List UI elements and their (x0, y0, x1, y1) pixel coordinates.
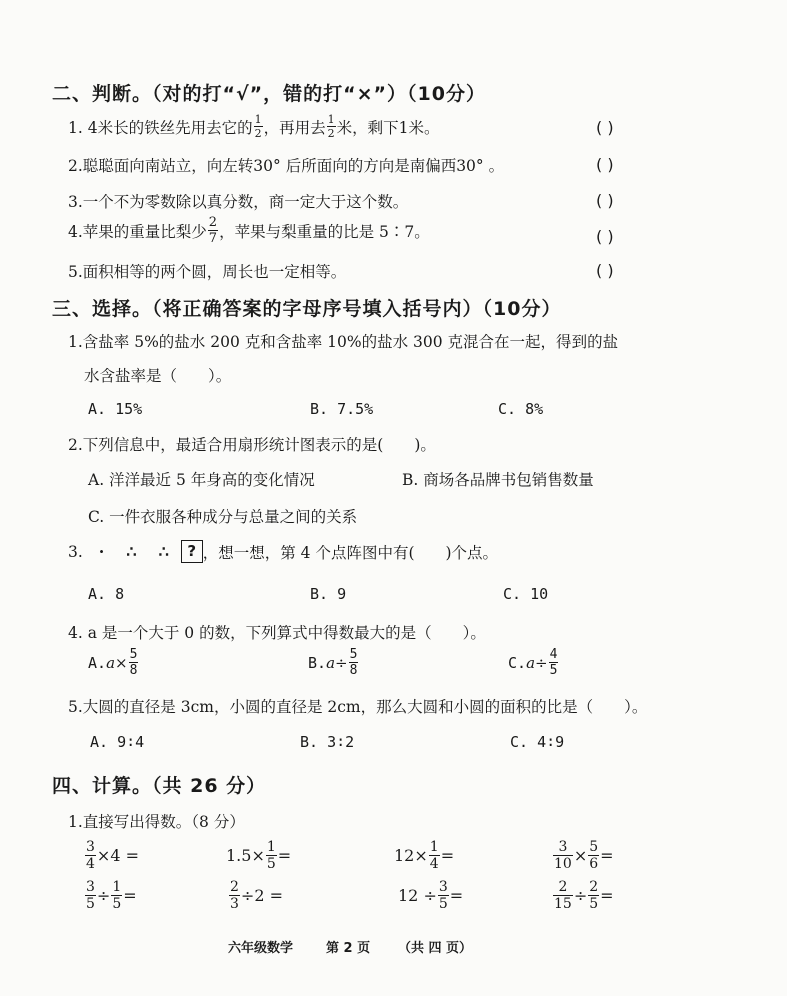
q4-text-a: 4.苹果的重量比梨少 (68, 222, 207, 241)
q1-text-a: 1. 4米长的铁丝先用去它的 (68, 118, 253, 137)
section-4-title: 四、计算。（共 26 分） (52, 775, 267, 797)
judge-question-4 (68, 216, 430, 245)
judge-question-2: 2.聪聪面向南站立，向左转30° 后所面向的方向是南偏西30° 。 (68, 157, 505, 175)
q3-number: 3. (68, 542, 83, 561)
q1-text-b: ，再用去 (263, 118, 326, 137)
calc-item-6: $\frac{2}{3}$ ÷2 = (230, 879, 283, 912)
calc-item-7: 12 ÷ $\frac{3}{5}$ = (398, 879, 464, 912)
q4c-fraction: $\frac{4}{5}$ (549, 647, 558, 678)
calc-item-2: 1.5× $\frac{1}{5}$ = (226, 839, 292, 872)
q4-text-b: ，苹果与梨重量的比是 5∶7。 (219, 222, 430, 241)
choice-q1-option-b[interactable]: B. 7.5% (310, 400, 374, 418)
q4a-fraction: $\frac{5}{8}$ (129, 647, 138, 678)
footer-total: （共 四 页） (398, 941, 473, 956)
choice-q2-option-b[interactable]: B. 商场各品牌书包销售数量 (402, 471, 594, 489)
answer-paren-2[interactable]: ( ) (596, 155, 614, 174)
answer-paren-3[interactable]: ( ) (596, 191, 614, 210)
choice-q5-option-b[interactable]: B. 3∶2 (300, 733, 355, 751)
choice-q5-option-a[interactable]: A. 9∶4 (90, 733, 145, 751)
choice-q3-row (68, 540, 498, 563)
footer-page: 第 2 页 (326, 941, 371, 956)
judge-question-3: 3.一个不为零数除以真分数，商一定大于这个数。 (68, 193, 409, 211)
choice-q3-option-b[interactable]: B. 9 (310, 585, 347, 603)
choice-q1-option-c[interactable]: C. 8% (498, 400, 544, 418)
choice-q4-option-b[interactable]: B. a÷ $\frac{5}{8}$ (308, 647, 358, 678)
choice-q4-option-c[interactable]: C. a÷ $\frac{4}{5}$ (508, 647, 558, 678)
q3-text: ，想一想，第 4 个点阵图中有( )个点。 (202, 543, 499, 562)
choice-q5-text: 5.大圆的直径是 3cm，小圆的直径是 2cm，那么大圆和小圆的面积的比是（ ）。 (68, 698, 648, 716)
choice-q5-option-c[interactable]: C. 4∶9 (510, 733, 565, 751)
footer-subject: 六年级数学 (228, 941, 294, 956)
calc-item-3: 12× $\frac{1}{4}$ = (394, 839, 455, 872)
calc-item-4: $\frac{3}{10}$ × $\frac{5}{6}$ = (554, 839, 614, 872)
dot-pattern-2: ∴ (126, 542, 137, 561)
section-2-title: 二、判断。（对的打“√”，错的打“×”）（10分） (52, 83, 486, 105)
dot-pattern-1: · (98, 542, 105, 561)
choice-q4-option-a[interactable]: A. a× $\frac{5}{8}$ (88, 647, 138, 678)
calc-item-5: $\frac{3}{5}$ ÷ $\frac{1}{5}$ = (86, 879, 137, 912)
section-3-title: 三、选择。（将正确答案的字母序号填入括号内）（10分） (52, 298, 562, 320)
dot-pattern-3: ∴ (158, 542, 169, 561)
answer-paren-5[interactable]: ( ) (596, 261, 614, 280)
choice-q3-option-a[interactable]: A. 8 (88, 585, 125, 603)
judge-question-5: 5.面积相等的两个圆，周长也一定相等。 (68, 263, 347, 281)
choice-q3-option-c[interactable]: C. 10 (503, 585, 549, 603)
answer-paren-4[interactable]: ( ) (596, 227, 614, 246)
choice-q2-text: 2.下列信息中，最适合用扇形统计图表示的是( )。 (68, 436, 436, 454)
q1-text-c: 米，剩下1米。 (336, 118, 440, 137)
choice-q1-option-a[interactable]: A. 15% (88, 400, 143, 418)
calc-item-1: $\frac{3}{4}$ ×4 = (86, 839, 139, 872)
choice-q1-line1: 1.含盐率 5%的盐水 200 克和含盐率 10%的盐水 300 克混合在一起，得到的盐 (68, 333, 619, 351)
choice-q4-text: 4. a 是一个大于 0 的数，下列算式中得数最大的是（ ）。 (68, 624, 486, 642)
q1-fraction-2: $\frac{1}{2}$ (327, 113, 335, 140)
judge-question-1 (68, 114, 439, 139)
choice-q2-option-c[interactable]: C. 一件衣服各种成分与总量之间的关系 (88, 508, 358, 526)
choice-q1-line2: 水含盐率是（ ）。 (84, 367, 232, 385)
q4-fraction: $\frac{2}{7}$ (208, 215, 218, 246)
calc-item-8: $\frac{2}{15}$ ÷ $\frac{2}{5}$ = (554, 879, 614, 912)
q1-fraction-1: $\frac{1}{2}$ (254, 113, 262, 140)
choice-q2-option-a[interactable]: A. 洋洋最近 5 年身高的变化情况 (88, 471, 315, 489)
question-mark-box: ? (181, 540, 203, 563)
q4b-fraction: $\frac{5}{8}$ (349, 647, 358, 678)
calc-subtitle: 1.直接写出得数。（8 分） (68, 813, 245, 831)
answer-paren-1[interactable]: ( ) (596, 118, 614, 137)
